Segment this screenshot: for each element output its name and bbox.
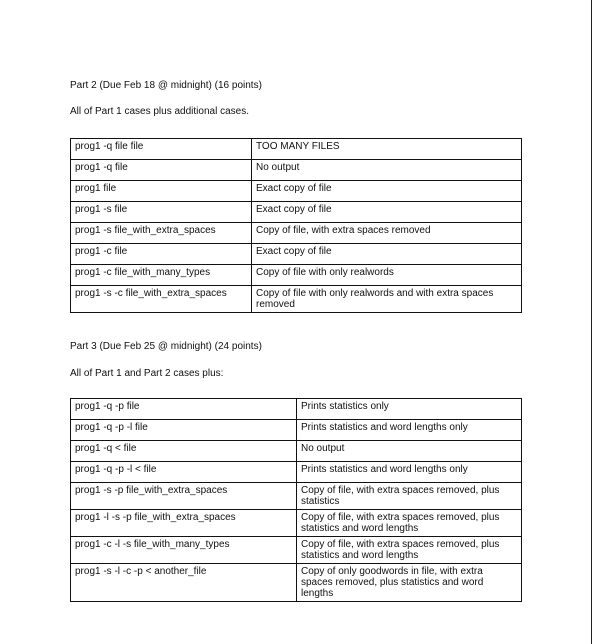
part3-heading: Part 3 (Due Feb 25 @ midnight) (24 points): [70, 341, 262, 352]
table-row: [71, 399, 522, 420]
command-cell: prog1 -s file_with_extra_spaces: [71, 223, 252, 244]
command-cell: prog1 -s file: [71, 202, 252, 223]
command-cell: prog1 -q -p -l < file: [71, 462, 297, 483]
result-cell: Copy of file, with extra spaces removed, plus statistics and word lengths: [297, 537, 522, 564]
result-cell: Prints statistics only: [297, 399, 522, 420]
result-cell: Copy of file, with extra spaces removed, plus statistics and word lengths: [297, 510, 522, 537]
table-row: [71, 244, 522, 265]
table-row: [71, 420, 522, 441]
result-cell: Copy of file, with extra spaces removed: [252, 223, 522, 244]
table-row: [71, 441, 522, 462]
result-cell: No output: [297, 441, 522, 462]
command-cell: prog1 -c -l -s file_with_many_types: [71, 537, 297, 564]
part3-intro: All of Part 1 and Part 2 cases plus:: [70, 368, 224, 379]
part2-heading: Part 2 (Due Feb 18 @ midnight) (16 points): [70, 80, 262, 91]
table-row: [71, 286, 522, 313]
result-cell: Copy of only goodwords in file, with extra spaces removed, plus statistics and word lengths: [297, 564, 522, 602]
table-row: [71, 160, 522, 181]
table-row: [71, 537, 522, 564]
result-cell: Prints statistics and word lengths only: [297, 462, 522, 483]
command-cell: prog1 -q -p file: [71, 399, 297, 420]
result-cell: Copy of file, with extra spaces removed, plus statistics: [297, 483, 522, 510]
command-cell: prog1 file: [71, 181, 252, 202]
part3-table: [70, 398, 522, 602]
result-cell: Exact copy of file: [252, 202, 522, 223]
result-cell: Prints statistics and word lengths only: [297, 420, 522, 441]
command-cell: prog1 -q file file: [71, 139, 252, 160]
table-row: [71, 510, 522, 537]
part2-intro: All of Part 1 cases plus additional cases.: [70, 106, 249, 117]
table-row: [71, 202, 522, 223]
table-row: [71, 265, 522, 286]
command-cell: prog1 -s -l -c -p < another_file: [71, 564, 297, 602]
part2-table: [70, 138, 522, 313]
command-cell: prog1 -s -p file_with_extra_spaces: [71, 483, 297, 510]
command-cell: prog1 -c file: [71, 244, 252, 265]
command-cell: prog1 -l -s -p file_with_extra_spaces: [71, 510, 297, 537]
table-row: [71, 564, 522, 602]
result-cell: TOO MANY FILES: [252, 139, 522, 160]
command-cell: prog1 -q -p -l file: [71, 420, 297, 441]
command-cell: prog1 -c file_with_many_types: [71, 265, 252, 286]
result-cell: Exact copy of file: [252, 244, 522, 265]
table-row: [71, 181, 522, 202]
command-cell: prog1 -q file: [71, 160, 252, 181]
result-cell: Copy of file with only realwords and with extra spaces removed: [252, 286, 522, 313]
result-cell: Exact copy of file: [252, 181, 522, 202]
table-row: [71, 223, 522, 244]
result-cell: Copy of file with only realwords: [252, 265, 522, 286]
table-row: [71, 462, 522, 483]
table-row: [71, 139, 522, 160]
table-row: [71, 483, 522, 510]
result-cell: No output: [252, 160, 522, 181]
command-cell: prog1 -s -c file_with_extra_spaces: [71, 286, 252, 313]
command-cell: prog1 -q < file: [71, 441, 297, 462]
